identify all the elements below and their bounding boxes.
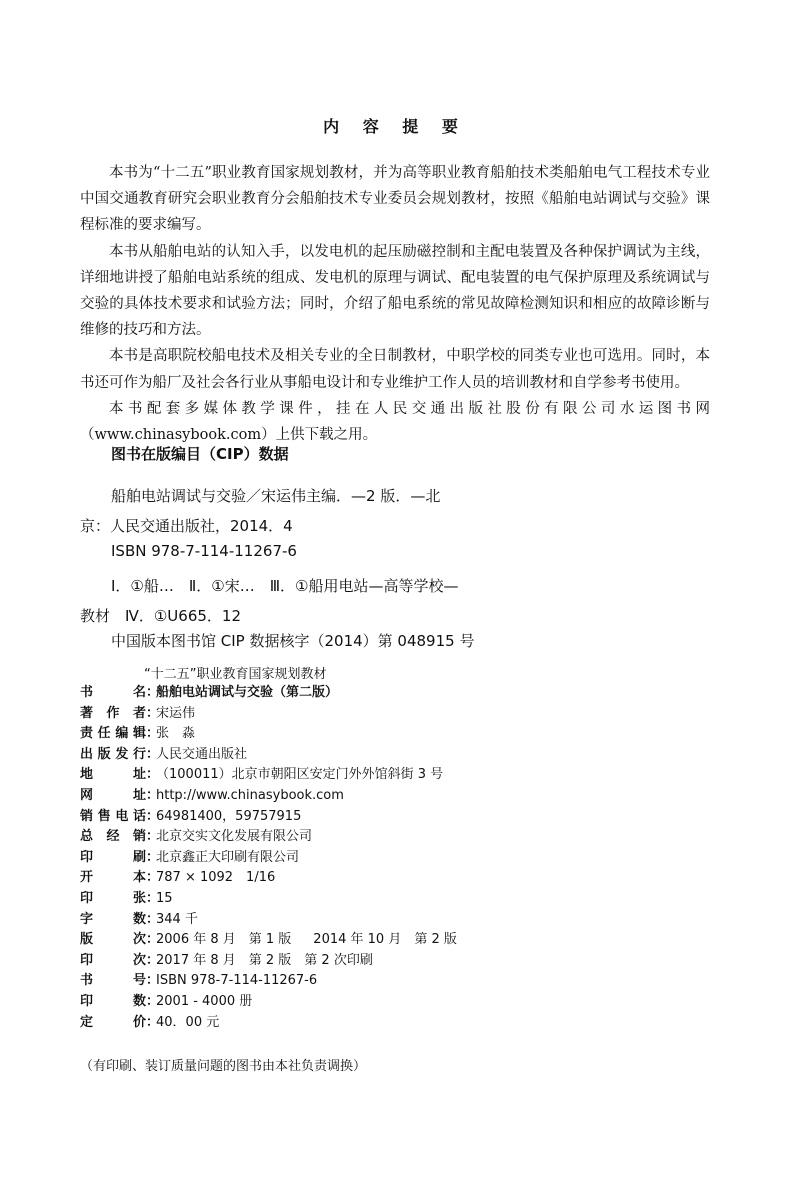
row-colon: ： — [146, 808, 160, 824]
row-value: 64981400，59757915 — [156, 808, 302, 824]
row-value: 宋运伟 — [156, 705, 196, 721]
row-value: 张 淼 — [156, 726, 196, 742]
row-value: 2006 年 8 月 第 1 版 — [156, 932, 292, 948]
summary-paragraph: 本书是高职院校船电技术及相关专业的全日制教材，中职学校的同类专业也可选用。同时，本书还可作为船厂及社会各行业从事船电设计和专业维护工作人员的培训教材和自学参考书使用。 — [80, 348, 710, 391]
copyright-row-editor — [80, 724, 520, 745]
row-colon: ： — [146, 726, 160, 742]
row-label: 地 址 — [80, 767, 146, 783]
copyright-row-distributor — [80, 827, 520, 848]
row-colon: ： — [146, 685, 160, 700]
row-colon: ： — [146, 849, 160, 865]
row-colon: ： — [146, 993, 160, 1009]
row-value: 人民交通出版社 — [156, 746, 248, 762]
summary-title: 内 容 提 要 — [323, 117, 467, 136]
row-colon: ： — [146, 932, 160, 948]
row-value: 787 × 1092 1/16 — [156, 870, 276, 886]
row-colon: ： — [146, 911, 160, 927]
cip-classification — [80, 571, 540, 631]
row-value: http://www.chinasybook.com — [156, 787, 344, 803]
row-label: 定 价 — [80, 1014, 146, 1030]
row-colon: ： — [146, 870, 160, 886]
row-colon: ： — [146, 746, 160, 762]
row-label: 印 次 — [80, 952, 146, 968]
series-title: “十二五”职业教育国家规划教材 — [144, 667, 327, 682]
cip-isbn-line: ISBN 978-7-114-11267-6 — [111, 542, 297, 560]
row-colon: ： — [146, 787, 160, 803]
row-value: 40．00 元 — [156, 1014, 220, 1030]
row-colon: ： — [146, 973, 160, 989]
row-label: 印 刷 — [80, 849, 146, 865]
row-value: ISBN 978-7-114-11267-6 — [156, 973, 318, 989]
copyright-row-title — [80, 683, 520, 704]
row-label: 销售电话 — [80, 808, 146, 824]
cip-class-line: 教材 Ⅳ．①U665．12 — [80, 607, 241, 625]
row-label: 总 经 销 — [80, 829, 146, 845]
copyright-row-author — [80, 704, 520, 725]
copyright-row-publisher — [80, 745, 520, 766]
row-colon: ： — [146, 829, 160, 845]
cip-desc-line: 船舶电站调试与交验／宋运伟主编．—2 版．—北 — [111, 487, 441, 505]
quality-notice: （有印刷、装订质量问题的图书由本社负责调换） — [80, 1059, 367, 1074]
row-colon: ： — [146, 890, 160, 906]
copyright-table — [80, 683, 520, 1033]
cip-record-number — [80, 626, 540, 656]
row-value: 344 千 — [156, 911, 198, 927]
cip-record-line: 中国版本图书馆 CIP 数据核字（2014）第 048915 号 — [111, 632, 475, 650]
row-value: 北京鑫正大印刷有限公司 — [156, 849, 300, 865]
copyright-row-address — [80, 765, 520, 786]
row-colon: ： — [146, 1014, 160, 1030]
cip-class-line: Ⅰ．①船… Ⅱ．①宋… Ⅲ．①船用电站—高等学校— — [111, 577, 459, 595]
row-label: 印 数 — [80, 993, 146, 1009]
copyright-row-print-run — [80, 992, 520, 1013]
row-value-secondary: 2014 年 10 月 第 2 版 — [313, 932, 457, 948]
row-label: 印 张 — [80, 890, 146, 906]
copyright-row-price — [80, 1013, 520, 1034]
row-colon: ： — [146, 767, 160, 783]
row-label: 著 作 者 — [80, 705, 146, 721]
row-label: 书 号 — [80, 973, 146, 989]
copyright-row-website — [80, 786, 520, 807]
summary-paragraph: 本书从船舶电站的认知入手，以发电机的起压励磁控制和主配电装置及各种保护调试为主线，详细地讲授了船舶电站系统的组成、发电机的原理与调试、配电装置的电气保护原理及系统调试与交验的具体技术要求和试验方法；同时，介绍了船电系统的常见故障检测知识和相应的故障诊断与维修的技巧和方法。 — [80, 243, 710, 339]
copyright-row-edition — [80, 930, 520, 951]
row-label: 出版发行 — [80, 746, 146, 762]
row-value: 15 — [156, 890, 173, 906]
row-value: 2001 - 4000 册 — [156, 993, 253, 1009]
copyright-row-word-count — [80, 910, 520, 931]
row-label: 版 次 — [80, 932, 146, 948]
row-value: 北京交实文化发展有限公司 — [156, 829, 313, 845]
row-label: 责任编辑 — [80, 726, 146, 742]
copyright-row-printer — [80, 848, 520, 869]
row-value: 船舶电站调试与交验（第二版） — [156, 685, 339, 700]
row-colon: ： — [146, 705, 160, 721]
row-value: 2017 年 8 月 第 2 版 第 2 次印刷 — [156, 952, 373, 968]
cip-isbn — [80, 536, 540, 566]
row-label: 字 数 — [80, 911, 146, 927]
row-colon: ： — [146, 952, 160, 968]
row-label: 开 本 — [80, 870, 146, 886]
summary-paragraph: 本书为“十二五”职业教育国家规划教材，并为高等职业教育船舶技术类船舶电气工程技术专业中国交通教育研究会职业教育分会船舶技术专业委员会规划教材，按照《船舶电站调试与交验》课程标准的要求编写。 — [80, 165, 710, 234]
cip-heading: 图书在版编目（CIP）数据 — [111, 445, 289, 463]
cip-desc-line: 京：人民交通出版社，2014．4 — [80, 517, 293, 535]
summary-paragraph: 本书配套多媒体教学课件，挂在人民交通出版社股份有限公司水运图书网（www.chinasybook.com）上供下载之用。 — [80, 400, 710, 444]
copyright-row-printing — [80, 951, 520, 972]
cip-description — [80, 481, 540, 541]
row-label: 网 址 — [80, 787, 146, 803]
row-label: 书 名 — [80, 685, 146, 700]
copyright-row-isbn — [80, 971, 520, 992]
summary-body — [80, 160, 710, 448]
copyright-row-format — [80, 868, 520, 889]
copyright-row-sheets — [80, 889, 520, 910]
row-value: （100011）北京市朝阳区安定门外外馆斜街 3 号 — [156, 767, 444, 783]
copyright-row-sales-phone — [80, 807, 520, 828]
